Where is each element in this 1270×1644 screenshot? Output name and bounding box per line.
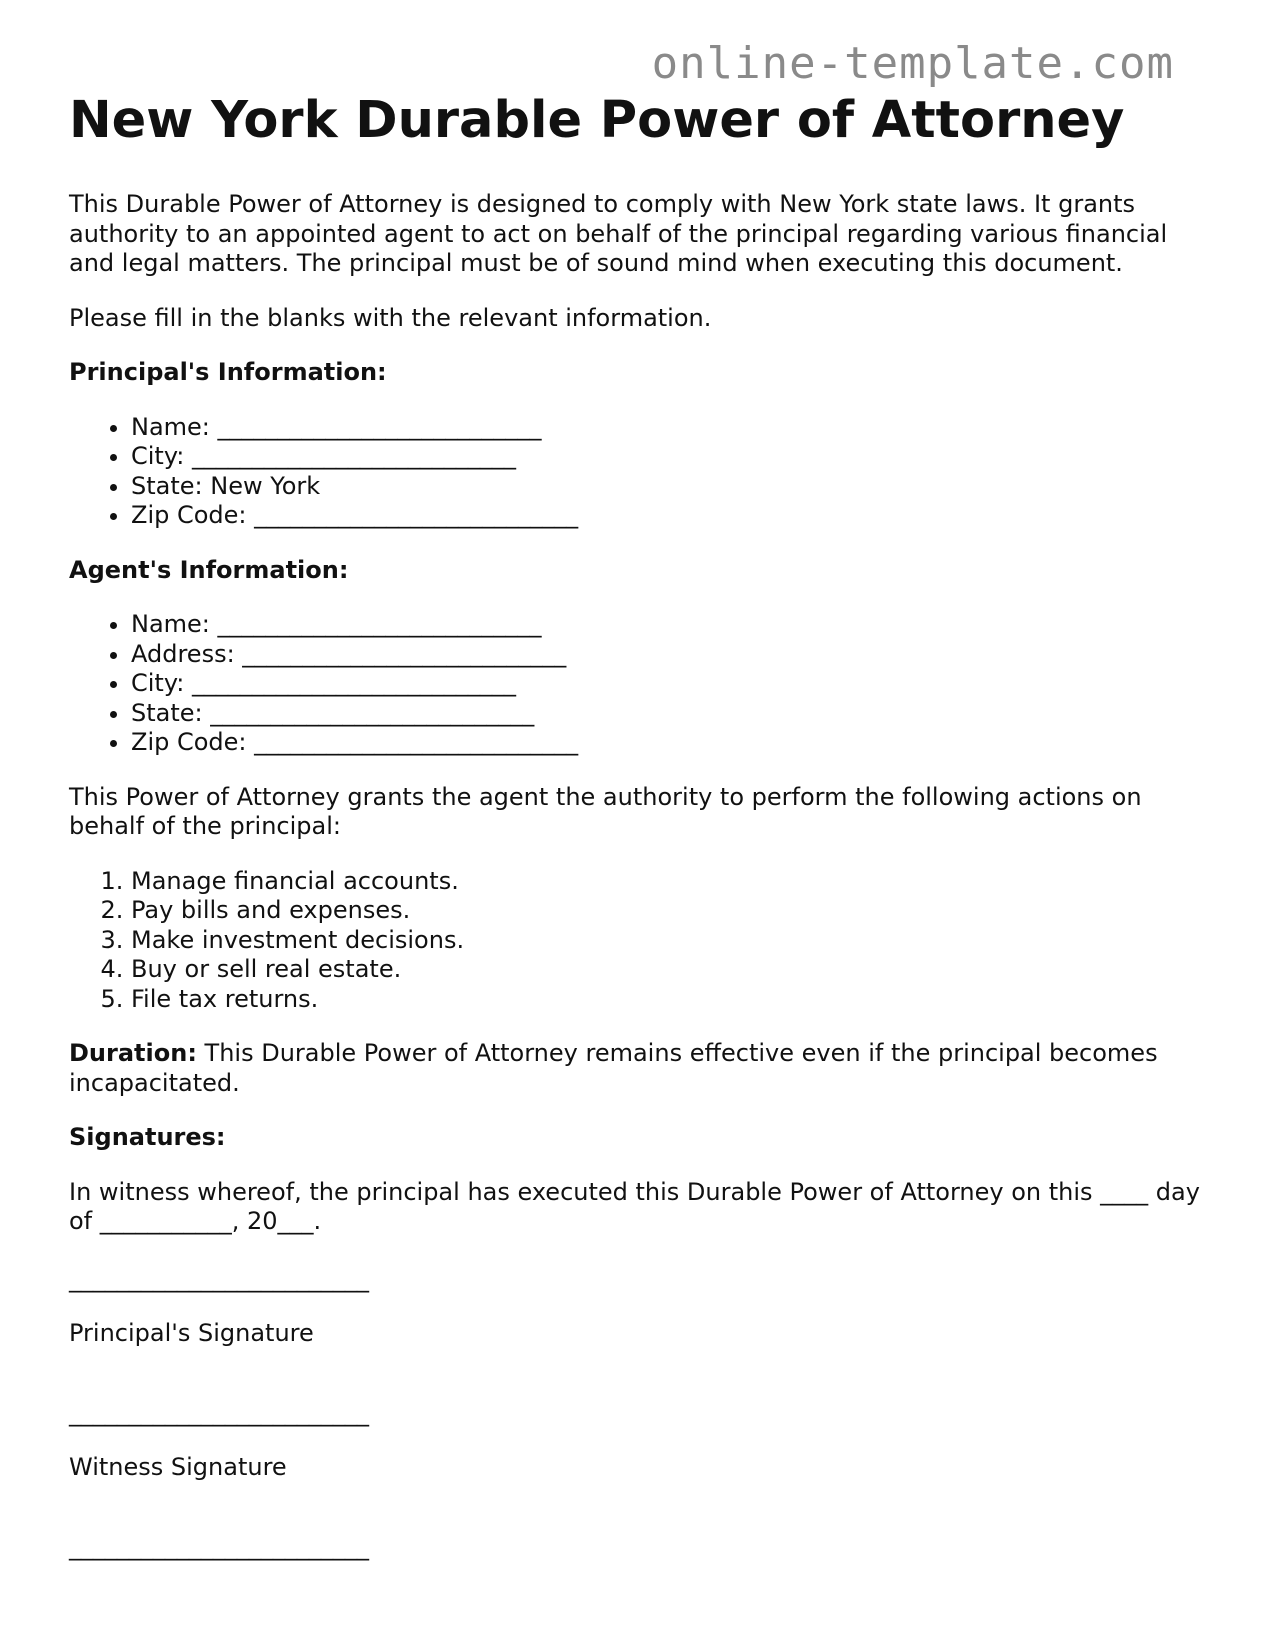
- extra-signature-line: _________________________: [69, 1532, 369, 1561]
- agent-address-field: • Address: ___________________________: [131, 640, 1209, 670]
- power-item: 5. File tax returns.: [131, 985, 1209, 1015]
- power-item: 3. Make investment decisions.: [131, 926, 1209, 956]
- principal-state-field: • State: New York: [131, 472, 1209, 502]
- principal-zip-field: • Zip Code: ___________________________: [131, 501, 1209, 531]
- intro-paragraph: This Durable Power of Attorney is designed to comply with New York state laws. It grants authority to an appointed agent to act on behalf of the principal regarding various financial and legal matters. The principal must be of sound mind when executing this document.: [69, 190, 1168, 277]
- agent-city-field: • City: ___________________________: [131, 669, 1209, 699]
- powers-intro: This Power of Attorney grants the agent the authority to perform the following actions on behalf of the principal:: [69, 782, 1142, 840]
- agent-heading: Agent's Information:: [69, 555, 349, 584]
- agent-info-list: [69, 610, 1209, 758]
- powers-list: [69, 867, 1209, 1015]
- principal-city-field: • City: ___________________________: [131, 442, 1209, 472]
- watermark: online-template.com: [651, 38, 1174, 89]
- agent-state-field: • State: ___________________________: [131, 699, 1209, 729]
- signature-block: [69, 1265, 1209, 1563]
- principal-info-list: [69, 413, 1209, 531]
- agent-zip-field: • Zip Code: ___________________________: [131, 728, 1209, 758]
- instruction-paragraph: Please fill in the blanks with the relevant information.: [69, 303, 712, 332]
- principal-signature-label: Principal's Signature: [69, 1319, 314, 1347]
- document-title: New York Durable Power of Attorney: [69, 91, 1125, 150]
- document-page: [69, 92, 1209, 1587]
- power-item: 4. Buy or sell real estate.: [131, 955, 1209, 985]
- principal-heading: Principal's Information:: [69, 358, 387, 386]
- duration-label: Duration:: [69, 1039, 197, 1067]
- principal-signature-line: _________________________: [69, 1264, 369, 1293]
- signatures-heading: Signatures:: [69, 1123, 226, 1151]
- witness-statement: In witness whereof, the principal has executed this Durable Power of Attorney on this ____ day of ___________, 20___.: [69, 1177, 1200, 1235]
- duration-text: This Durable Power of Attorney remains effective even if the principal becomes incapacitated.: [69, 1039, 1158, 1097]
- witness-signature-label: Witness Signature: [69, 1453, 287, 1481]
- power-item: 2. Pay bills and expenses.: [131, 896, 1209, 926]
- principal-name-field: • Name: ___________________________: [131, 413, 1209, 443]
- duration-paragraph: [69, 1039, 1209, 1098]
- witness-signature-line: _________________________: [69, 1398, 369, 1427]
- power-item: 1. Manage financial accounts.: [131, 867, 1209, 897]
- agent-name-field: • Name: ___________________________: [131, 610, 1209, 640]
